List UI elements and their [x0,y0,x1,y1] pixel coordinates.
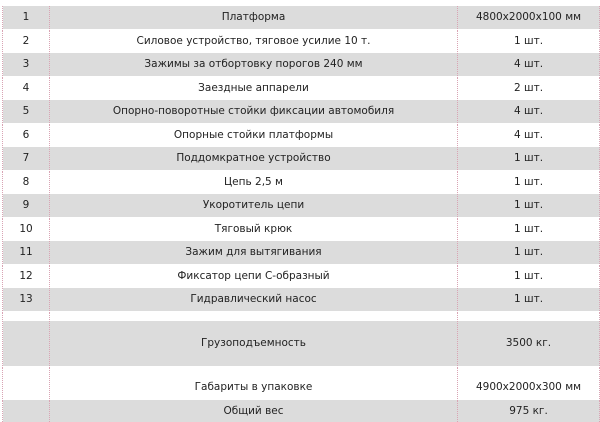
table-spacer [3,311,600,320]
table-row [3,194,600,218]
empty-cell [3,375,50,399]
item-quantity: 4 шт. [458,123,600,147]
item-name: Опорно-поворотные стойки фиксации автомобиля [50,100,458,124]
item-quantity: 1 шт. [458,147,600,171]
spacer-cell [3,311,50,320]
item-name: Тяговый крюк [50,217,458,241]
item-quantity: 4800x2000x100 мм [458,6,600,30]
weight-row [3,399,600,422]
item-quantity: 4 шт. [458,100,600,124]
item-name: Опорные стойки платформы [50,123,458,147]
item-number: 1 [3,6,50,30]
capacity-value: 3500 кг. [458,320,600,366]
table-row [3,76,600,100]
item-number: 5 [3,100,50,124]
table-row [3,6,600,30]
item-quantity: 4 шт. [458,53,600,77]
item-name: Зажим для вытягивания [50,241,458,265]
item-name: Заездные аппарели [50,76,458,100]
item-number: 2 [3,29,50,53]
empty-cell [3,399,50,422]
spacer-cell [3,366,50,375]
item-quantity: 1 шт. [458,217,600,241]
item-number: 4 [3,76,50,100]
item-name: Зажимы за отбортовку порогов 240 мм [50,53,458,77]
equipment-spec-table [2,5,600,422]
item-number: 6 [3,123,50,147]
table-row [3,100,600,124]
item-name: Платформа [50,6,458,30]
table-row [3,53,600,77]
item-number: 12 [3,264,50,288]
item-number: 8 [3,170,50,194]
item-name: Фиксатор цепи С-образный [50,264,458,288]
item-quantity: 1 шт. [458,264,600,288]
dimensions-value: 4900x2000x300 мм [458,375,600,399]
table-spacer [3,366,600,375]
dimensions-label: Габариты в упаковке [50,375,458,399]
spacer-cell [50,311,458,320]
weight-value: 975 кг. [458,399,600,422]
item-number: 11 [3,241,50,265]
item-name: Гидравлический насос [50,288,458,312]
table-row [3,217,600,241]
item-number: 7 [3,147,50,171]
item-number: 9 [3,194,50,218]
item-quantity: 1 шт. [458,241,600,265]
table-row [3,170,600,194]
table-row [3,29,600,53]
item-quantity: 1 шт. [458,194,600,218]
item-name: Поддомкратное устройство [50,147,458,171]
spacer-cell [458,311,600,320]
item-name: Цепь 2,5 м [50,170,458,194]
item-number: 3 [3,53,50,77]
table-row [3,288,600,312]
table-row [3,147,600,171]
empty-cell [3,320,50,366]
spec-rows [3,6,600,422]
table-row [3,264,600,288]
item-number: 10 [3,217,50,241]
table-row [3,123,600,147]
item-quantity: 1 шт. [458,288,600,312]
table-row [3,241,600,265]
spacer-cell [50,366,458,375]
item-number: 13 [3,288,50,312]
spacer-cell [458,366,600,375]
dimensions-row [3,375,600,399]
item-name: Укоротитель цепи [50,194,458,218]
capacity-row [3,320,600,366]
item-quantity: 1 шт. [458,29,600,53]
item-name: Силовое устройство, тяговое усилие 10 т. [50,29,458,53]
item-quantity: 2 шт. [458,76,600,100]
weight-label: Общий вес [50,399,458,422]
capacity-label: Грузоподъемность [50,320,458,366]
item-quantity: 1 шт. [458,170,600,194]
